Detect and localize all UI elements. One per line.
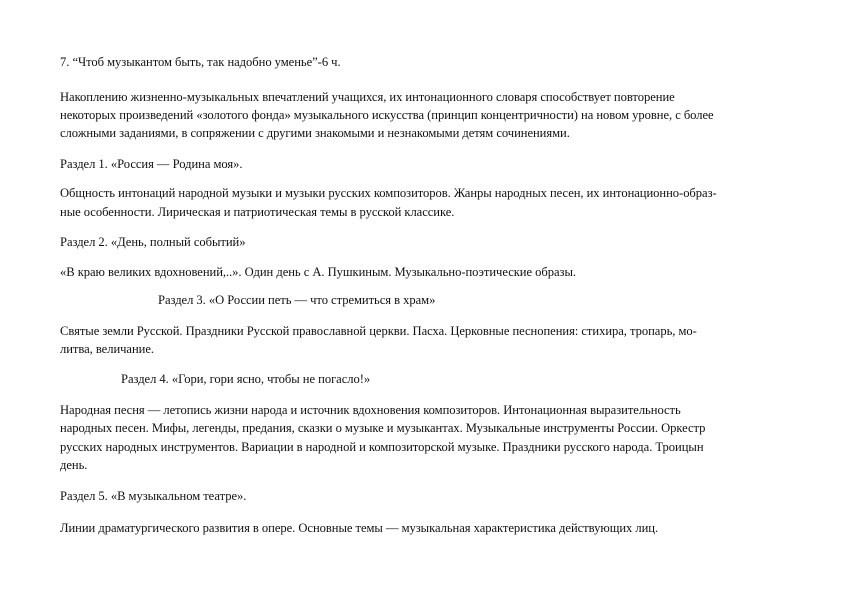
section-5-title: Раздел 5. «В музыкальном театре». — [60, 489, 247, 503]
intro-line-1: Накоплению жизненно-музыкальных впечатлений учащихся, их интонационного словаря способствует повторение — [60, 90, 675, 104]
section-4-text-line-1: Народная песня — летопись жизни народа и источник вдохновения композиторов. Интонационная выразительность — [60, 403, 681, 417]
section-1-text-line-1: Общность интонаций народной музыки и музыки русских композиторов. Жанры народных песен, их интонационно-образ- — [60, 186, 717, 200]
section-heading: 7. “Чтоб музыкантом быть, так надобно уменье”-6 ч. — [60, 55, 341, 69]
section-3-text-line-2: литва, величание. — [60, 342, 154, 356]
section-1-text-line-2: ные особенности. Лирическая и патриотическая темы в русской классике. — [60, 205, 455, 219]
intro-line-3: сложными заданиями, в сопряжении с другими знакомыми и незнакомыми детям сочинениями. — [60, 126, 570, 140]
section-5-text-line-1: Линии драматургического развития в опере. Основные темы — музыкальная характеристика действующих лиц. — [60, 521, 659, 535]
section-4-title: Раздел 4. «Гори, гори ясно, чтобы не погасло!» — [121, 372, 371, 386]
section-2-text-line-1: «В краю великих вдохновений,..». Один день с А. Пушкиным. Музыкально-поэтические образы. — [60, 265, 576, 279]
section-3-text-line-1: Святые земли Русской. Праздники Русской православной церкви. Пасха. Церковные песнопения: стихира, тропарь, мо- — [60, 324, 697, 338]
section-4-text-line-4: день. — [60, 458, 88, 472]
section-4-text-line-3: русских народных инструментов. Вариации в народной и композиторской музыке. Праздники русского народа. Троицын — [60, 440, 704, 454]
section-2-title: Раздел 2. «День, полный событий» — [60, 235, 246, 249]
section-3-title: Раздел 3. «О России петь — что стремиться в храм» — [158, 293, 436, 307]
section-1-title: Раздел 1. «Россия — Родина моя». — [60, 157, 243, 171]
intro-line-2: некоторых произведений «золотого фонда» музыкального искусства (принцип концентричности) на новом уровне, с более — [60, 108, 714, 122]
section-4-text-line-2: народных песен. Мифы, легенды, предания, сказки о музыке и музыкантах. Музыкальные инструменты России. Оркестр — [60, 421, 706, 435]
